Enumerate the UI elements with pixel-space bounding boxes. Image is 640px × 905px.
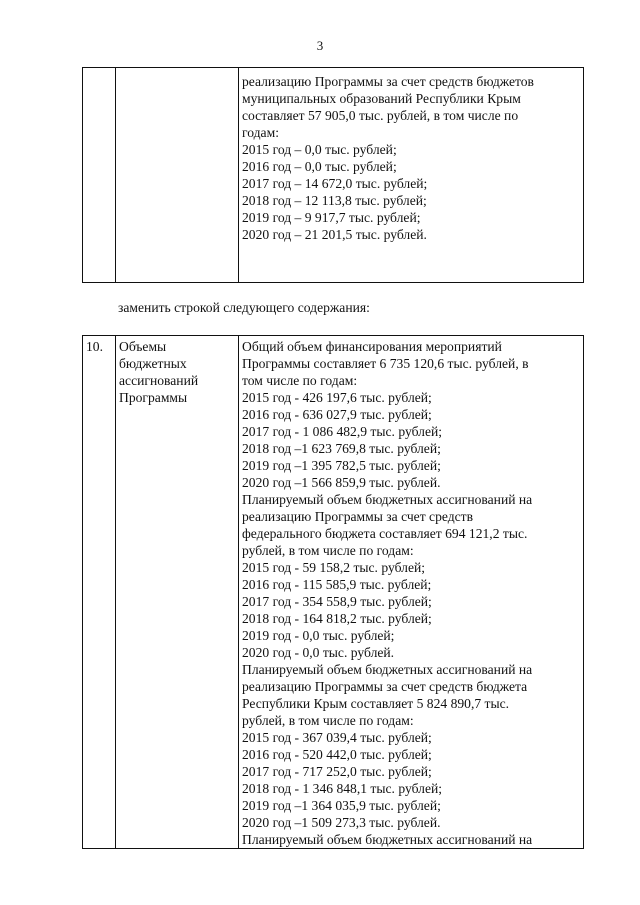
label-line: ассигнований: [119, 373, 199, 388]
row-content-cell: [239, 68, 584, 283]
text-line: 2019 год - 0,0 тыс. рублей;: [242, 628, 395, 643]
text-line: 2015 год – 0,0 тыс. рублей;: [242, 142, 397, 157]
text-line: Планируемый объем бюджетных ассигнований на: [242, 492, 533, 507]
row-number-cell: 10.: [83, 336, 116, 849]
text-line: 2020 год –1 509 273,3 тыс. рублей.: [242, 815, 441, 830]
text-line: Планируемый объем бюджетных ассигнований на: [242, 832, 533, 847]
label-line: Программы: [119, 390, 188, 405]
text-line: 2018 год –1 623 769,8 тыс. рублей;: [242, 441, 441, 456]
text-line: 2016 год - 520 442,0 тыс. рублей;: [242, 747, 432, 762]
text-line: реализацию Программы за счет средств бюджета: [242, 679, 528, 694]
text-line: 2018 год - 1 346 848,1 тыс. рублей;: [242, 781, 443, 796]
text-line: 2019 год – 9 917,7 тыс. рублей;: [242, 210, 421, 225]
text-line: 2015 год - 367 039,4 тыс. рублей;: [242, 730, 432, 745]
text-line: 2017 год - 717 252,0 тыс. рублей;: [242, 764, 432, 779]
table-row: [83, 68, 584, 283]
text-line: 2016 год - 115 585,9 тыс. рублей;: [242, 577, 432, 592]
label-line: бюджетных: [119, 356, 187, 371]
text-line: том числе по годам:: [242, 373, 358, 388]
replace-note: заменить строкой следующего содержания:: [118, 300, 370, 315]
text-line: 2020 год - 0,0 тыс. рублей.: [242, 645, 395, 660]
row-number-cell: [83, 68, 116, 283]
page-number: 3: [316, 38, 324, 53]
text-line: 2016 год – 0,0 тыс. рублей;: [242, 159, 397, 174]
text-line: 2019 год –1 395 782,5 тыс. рублей;: [242, 458, 441, 473]
text-line: 2020 год – 21 201,5 тыс. рублей.: [242, 227, 427, 242]
text-line: Республики Крым составляет 5 824 890,7 тыс.: [242, 696, 510, 711]
text-line: 2015 год - 59 158,2 тыс. рублей;: [242, 560, 426, 575]
text-line: 2017 год – 14 672,0 тыс. рублей;: [242, 176, 428, 191]
new-row-table: [82, 335, 584, 849]
text-line: 2016 год - 636 027,9 тыс. рублей;: [242, 407, 432, 422]
text-line: 2018 год – 12 113,8 тыс. рублей;: [242, 193, 427, 208]
text-line: 2017 год - 354 558,9 тыс. рублей;: [242, 594, 432, 609]
text-line: Общий объем финансирования мероприятий: [242, 339, 502, 354]
table-row: [83, 336, 584, 849]
text-line: Программы составляет 6 735 120,6 тыс. рублей, в: [242, 356, 529, 371]
text-line: федерального бюджета составляет 694 121,2 тыс.: [242, 526, 528, 541]
row-label-cell: [116, 336, 239, 849]
text-line: рублей, в том числе по годам:: [242, 713, 414, 728]
text-line: 2019 год –1 364 035,9 тыс. рублей;: [242, 798, 441, 813]
label-line: Объемы: [119, 339, 167, 354]
text-line: 2018 год - 164 818,2 тыс. рублей;: [242, 611, 432, 626]
text-line: реализацию Программы за счет средств бюджетов: [242, 74, 534, 89]
text-line: рублей, в том числе по годам:: [242, 543, 414, 558]
text-line: составляет 57 905,0 тыс. рублей, в том числе по: [242, 108, 519, 123]
text-line: муниципальных образований Республики Крым: [242, 91, 521, 106]
previous-row-table: [82, 67, 584, 283]
text-line: 2015 год - 426 197,6 тыс. рублей;: [242, 390, 432, 405]
text-line: реализацию Программы за счет средств: [242, 509, 474, 524]
text-line: годам:: [242, 125, 279, 140]
text-line: 2017 год - 1 086 482,9 тыс. рублей;: [242, 424, 443, 439]
text-line: 2020 год –1 566 859,9 тыс. рублей.: [242, 475, 441, 490]
text-line: Планируемый объем бюджетных ассигнований на: [242, 662, 533, 677]
row-label-cell: [116, 68, 239, 283]
row-content-cell: [239, 336, 584, 849]
